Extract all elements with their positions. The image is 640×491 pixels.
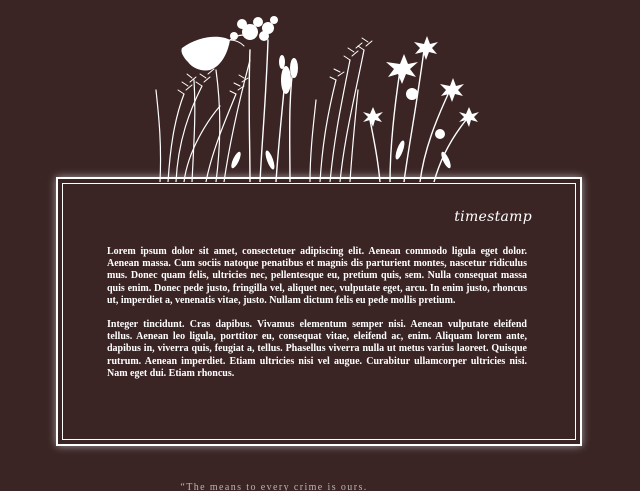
- wildflowers-butterfly-silhouette-icon: [150, 10, 490, 182]
- post-timestamp[interactable]: timestamp: [454, 209, 532, 225]
- post-paragraph-1: Lorem ipsum dolor sit amet, consectetuer adipiscing elit. Aenean commodo ligula eget dolor. Aenean massa. Cum sociis natoque penatibus et magnis dis parturient montes, nascetur ridiculus mus. Donec quam felis, ultricies nec, pellentesque eu, pretium quis, sem. Nulla consequat massa quis enim. Donec pede justo, fringilla vel, aliquet nec, vulputate eget, arcu. In enim justo, rhoncus ut, imperdiet a, venenatis vitae, justo. Nullam dictum felis eu pede mollis pretium.: [107, 246, 527, 306]
- footer-quote: “The means to every crime is ours.: [180, 482, 368, 491]
- post-paragraph-2: Integer tincidunt. Cras dapibus. Vivamus elementum semper nisi. Aenean vulputate eleifend tellus. Aenean leo ligula, porttitor eu, consequat vitae, eleifend ac, enim. Aliquam lorem ante, dapibus in, viverra quis, feugiat a, tellus. Phasellus viverra nulla ut metus varius laoreet. Quisque rutrum. Aenean imperdiet. Etiam ultricies nisi vel augue. Curabitur ullamcorper ultricies nisi. Nam eget dui. Etiam rhoncus.: [107, 319, 527, 379]
- post-body: [107, 246, 527, 392]
- post-frame: [56, 177, 582, 446]
